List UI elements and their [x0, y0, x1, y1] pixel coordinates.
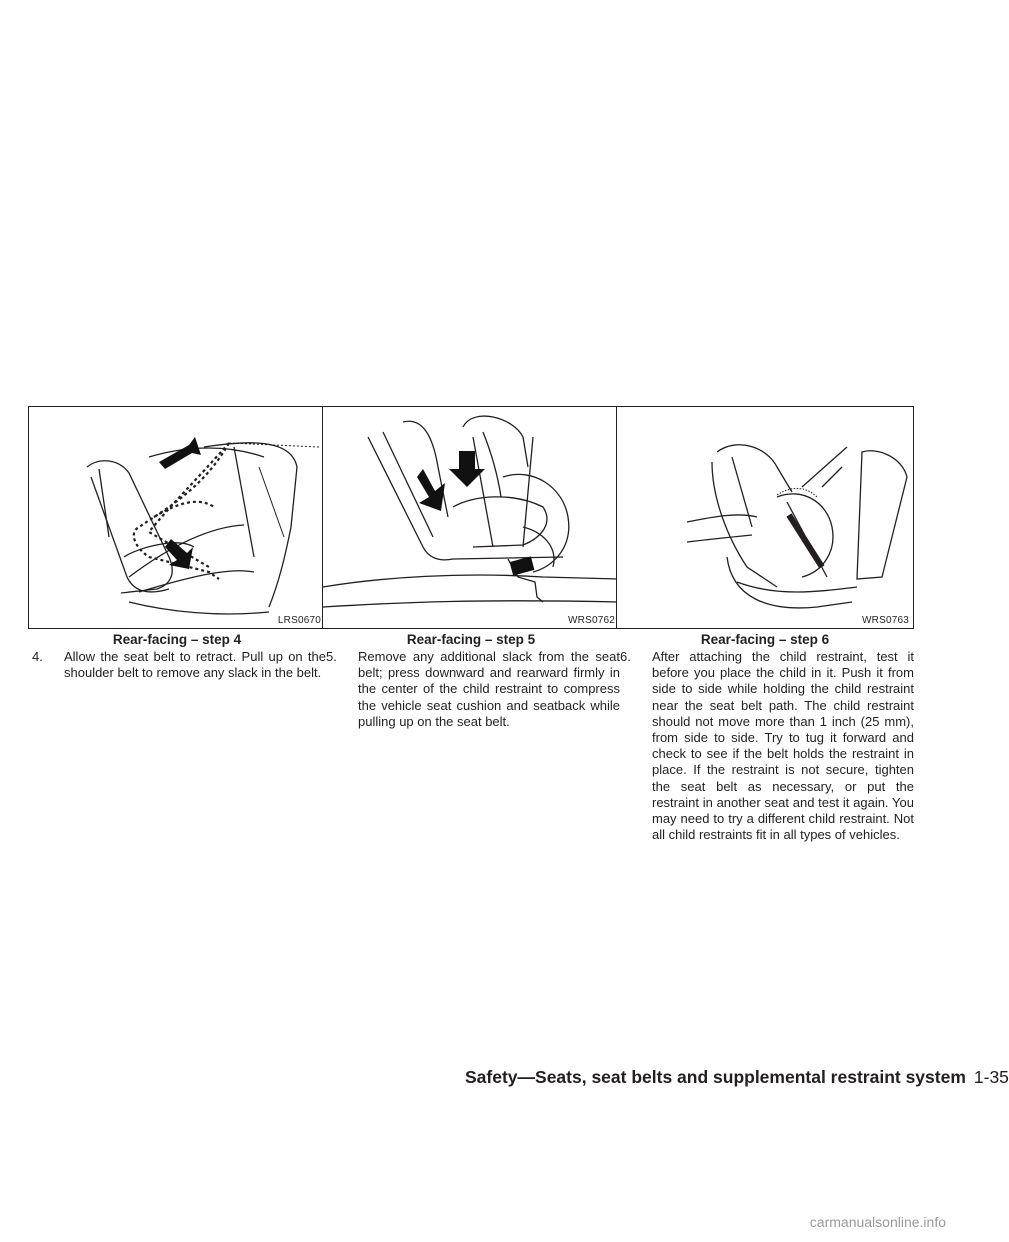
step-number: 6. [620, 649, 631, 664]
illustration-step-6 [617, 407, 913, 628]
figure-step-4 [28, 406, 326, 629]
step-text: After attaching the child restraint, test it before you place the child in it. Push it from side to side while holding the child restraint near the seat belt path. The child restraint should not move more than 1 inch (25 mm), from side to side. Try to tug it forward and check to see if the belt holds the restraint in place. If the restraint is not secure, tighten the seat belt as necessary, or put the restraint in another seat and test it again. You may need to try a different child restraint. Not all child restraints fit in all types of vehicles. [652, 649, 914, 843]
page-footer [465, 1067, 1009, 1088]
step-6 [620, 649, 914, 843]
step-4 [32, 649, 326, 681]
figure-caption: Rear-facing – step 6 [700, 632, 830, 647]
step-text: Remove any additional slack from the seat belt; press downward and rearward firmly in the center of the child restraint to compress the vehicle seat cushion and seatback while pulling up on the seat belt. [358, 649, 620, 729]
illustration-step-4 [29, 407, 325, 628]
figure-step-5 [322, 406, 620, 629]
watermark: carmanualsonline.info [809, 1214, 946, 1230]
step-text: Allow the seat belt to retract. Pull up on the shoulder belt to remove any slack in the belt. [64, 649, 326, 681]
figure-code: WRS0763 [862, 615, 909, 626]
step-number: 5. [326, 649, 337, 664]
figure-caption: Rear-facing – step 4 [112, 632, 242, 647]
illustration-step-5 [323, 407, 619, 628]
figure-code: LRS0670 [277, 615, 321, 626]
page-number: 1-35 [973, 1067, 1009, 1087]
figure-code: WRS0762 [568, 615, 615, 626]
section-title: Safety—Seats, seat belts and supplemental restraint system [465, 1067, 966, 1087]
figure-caption: Rear-facing – step 5 [406, 632, 536, 647]
step-5 [326, 649, 620, 730]
figure-step-6 [616, 406, 914, 629]
step-number: 4. [32, 649, 43, 664]
